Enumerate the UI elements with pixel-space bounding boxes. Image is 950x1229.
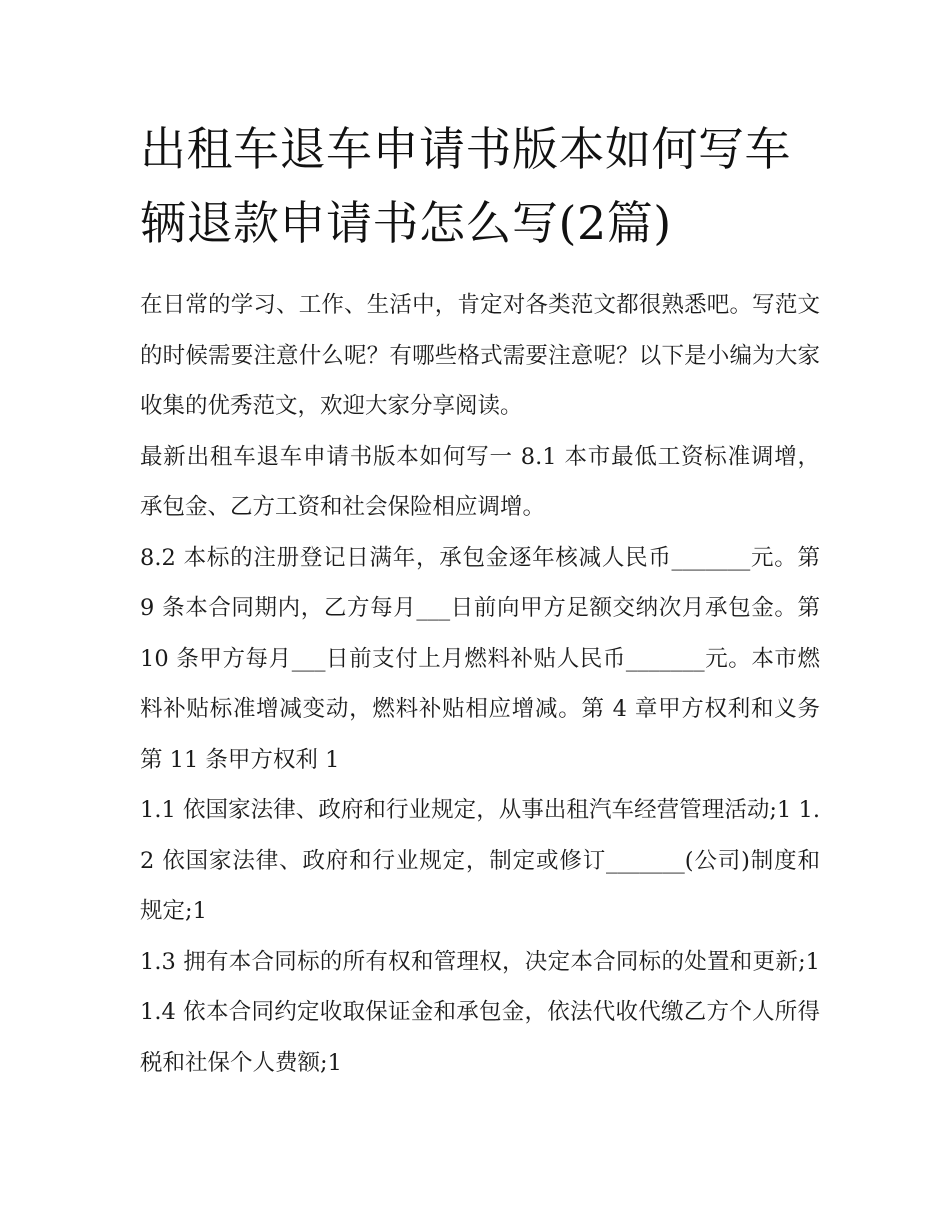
intro-paragraph: 在日常的学习、工作、生活中，肯定对各类范文都很熟悉吧。写范文的时候需要注意什么呢？有哪些格式需要注意呢？以下是小编为大家收集的优秀范文，欢迎大家分享阅读。 [140,292,820,419]
body-paragraph: 8.2 本标的注册登记日满年，承包金逐年核减人民币_______元。第 9 条本合同期内，乙方每月___日前向甲方足额交纳次月承包金。第 10 条甲方每月___日前支付上月燃料补贴人民币_______元。本市燃料补贴标准增减变动，燃料补贴相应增减。第 4 章甲方权利和义务第 11 条甲方权利 1 [140,544,820,773]
body-paragraph: 1.3 拥有本合同标的所有权和管理权，决定本合同标的处置和更新;1 1.4 依本合同约定收取保证金和承包金，依法代收代缴乙方个人所得税和社保个人费额;1 [140,948,820,1076]
body-paragraph: 最新出租车退车申请书版本如何写一 8.1 本市最低工资标准调增，承包金、乙方工资和社会保险相应调增。 [140,443,820,520]
document-body [140,280,820,1088]
body-paragraph: 1.1 依国家法律、政府和行业规定，从事出租汽车经营管理活动;1 1.2 依国家法律、政府和行业规定，制定或修订_______(公司)制度和规定;1 [140,797,820,924]
document-title: 出租车退车申请书版本如何写车辆退款申请书怎么写(2篇) [140,122,791,250]
